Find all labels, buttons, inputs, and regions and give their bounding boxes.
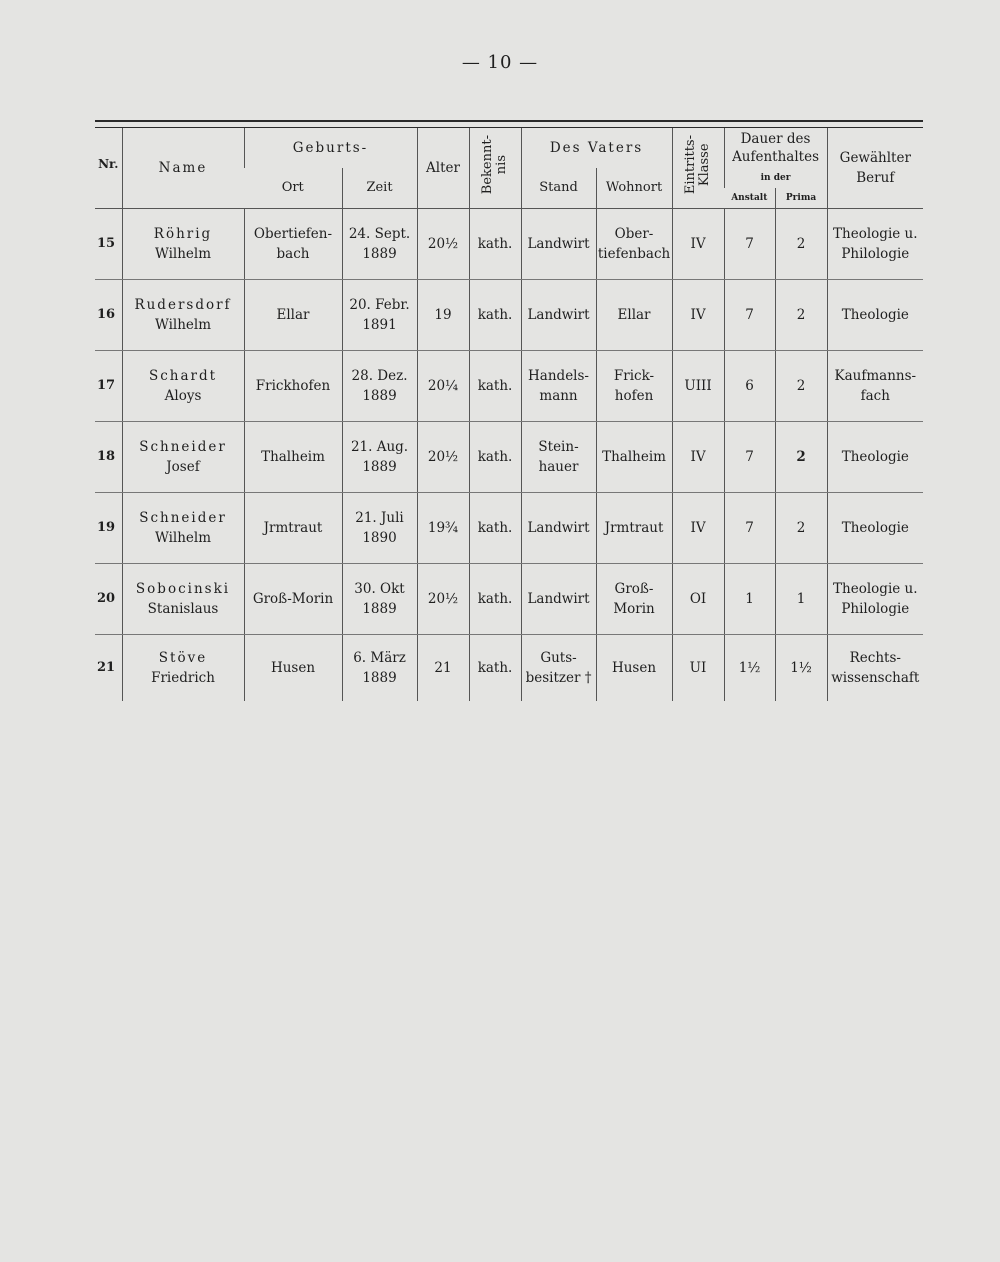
row-firstname: Wilhelm (154, 246, 212, 262)
row-nr: 20 (95, 564, 122, 635)
header-in-der: in der (724, 168, 827, 188)
header-name: Name (122, 128, 244, 209)
table-row (95, 209, 923, 280)
row-name (122, 422, 244, 493)
header-beruf-line1: Gewählter (839, 150, 911, 166)
header-zeit: Zeit (342, 168, 417, 209)
row-ort (244, 280, 342, 351)
row-beruf-line1: Theologie u. (833, 581, 918, 597)
row-surname: Rudersdorf (134, 297, 232, 313)
row-firstname: Wilhelm (154, 530, 212, 546)
row-beruf-line1: Rechts- (849, 650, 901, 666)
row-zeit-line1: 21. Aug. (350, 439, 409, 455)
row-wohnort-line1: Ellar (617, 307, 651, 323)
row-beruf-line1: Theologie (841, 449, 909, 465)
row-nr: 15 (95, 209, 122, 280)
row-zeit (342, 635, 417, 702)
row-stand (521, 351, 596, 422)
row-zeit-line2: 1891 (362, 317, 397, 333)
row-ort-line1: Groß-Morin (252, 591, 334, 607)
row-ort-line1: Obertiefen- (253, 226, 333, 242)
row-zeit (342, 564, 417, 635)
row-alter: 20½ (417, 209, 469, 280)
row-zeit-line2: 1889 (362, 459, 397, 475)
row-bekenntnis: kath. (469, 209, 521, 280)
row-bekenntnis: kath. (469, 280, 521, 351)
row-beruf-line1: Theologie (841, 520, 909, 536)
row-stand-line2: besitzer † (525, 670, 592, 686)
row-klasse: UIII (672, 351, 724, 422)
header-geburts: Geburts- (244, 128, 417, 169)
row-wohnort (596, 351, 672, 422)
table-row (95, 564, 923, 635)
row-beruf-line1: Theologie u. (833, 226, 918, 242)
row-name (122, 564, 244, 635)
row-zeit-line1: 20. Febr. (349, 297, 410, 313)
student-table-container (95, 120, 923, 701)
row-alter: 20½ (417, 564, 469, 635)
row-wohnort-line2: hofen (614, 388, 654, 404)
header-wohnort: Wohnort (596, 168, 672, 209)
row-surname: Schneider (139, 510, 227, 526)
row-nr: 19 (95, 493, 122, 564)
row-ort (244, 351, 342, 422)
header-des-vaters: Des Vaters (521, 128, 672, 169)
table-row (95, 422, 923, 493)
header-alter: Alter (417, 128, 469, 209)
row-beruf-line2: Philologie (841, 246, 910, 262)
row-stand (521, 564, 596, 635)
header-bekenntnis-line1: Bekennt- (480, 135, 496, 195)
row-stand-line1: Guts- (540, 650, 577, 666)
row-stand-line2: hauer (538, 459, 579, 475)
row-wohnort (596, 209, 672, 280)
row-zeit (342, 209, 417, 280)
row-zeit (342, 280, 417, 351)
row-alter: 19 (417, 280, 469, 351)
table-top-rule (95, 120, 923, 122)
row-firstname: Wilhelm (154, 317, 212, 333)
row-wohnort-line1: Ober- (614, 226, 654, 242)
row-surname: Schardt (148, 368, 218, 384)
table-row (95, 280, 923, 351)
row-beruf (827, 209, 923, 280)
row-ort (244, 635, 342, 702)
row-wohnort-line1: Groß- (614, 581, 654, 597)
row-zeit-line2: 1889 (362, 388, 397, 404)
row-prima: 2 (775, 493, 827, 564)
row-zeit-line2: 1889 (362, 670, 397, 686)
row-beruf (827, 280, 923, 351)
row-bekenntnis: kath. (469, 493, 521, 564)
row-ort (244, 209, 342, 280)
row-name (122, 351, 244, 422)
row-bekenntnis: kath. (469, 422, 521, 493)
row-ort (244, 493, 342, 564)
row-klasse: OI (672, 564, 724, 635)
table-row (95, 351, 923, 422)
row-wohnort-line1: Husen (611, 660, 657, 676)
row-zeit-line2: 1889 (362, 246, 397, 262)
row-firstname: Aloys (164, 388, 202, 404)
row-nr: 17 (95, 351, 122, 422)
table-row (95, 493, 923, 564)
row-beruf (827, 422, 923, 493)
row-ort-line2: bach (276, 246, 310, 262)
row-wohnort-line2: Morin (613, 601, 655, 617)
row-zeit-line1: 6. März (353, 650, 406, 666)
header-stand: Stand (521, 168, 596, 209)
row-prima: 2 (775, 209, 827, 280)
row-wohnort-line1: Frick- (613, 368, 655, 384)
row-surname: Sobocinski (135, 581, 231, 597)
table-row (95, 635, 923, 702)
row-zeit-line1: 21. Juli (355, 510, 404, 526)
row-stand-line1: Handels- (528, 368, 589, 384)
row-surname: Stöve (158, 650, 208, 666)
header-beruf-line2: Beruf (856, 170, 895, 186)
row-zeit (342, 493, 417, 564)
row-surname: Schneider (139, 439, 227, 455)
row-alter: 20¼ (417, 351, 469, 422)
row-wohnort (596, 493, 672, 564)
row-alter: 21 (417, 635, 469, 702)
row-stand (521, 493, 596, 564)
row-nr: 18 (95, 422, 122, 493)
row-alter: 19¾ (417, 493, 469, 564)
row-anstalt: 1½ (724, 635, 775, 702)
row-stand-line1: Landwirt (527, 236, 590, 252)
row-wohnort (596, 564, 672, 635)
row-name (122, 493, 244, 564)
header-prima: Prima (775, 188, 827, 209)
table-body (95, 209, 923, 702)
row-zeit-line2: 1890 (362, 530, 397, 546)
row-anstalt: 7 (724, 280, 775, 351)
row-beruf (827, 351, 923, 422)
row-firstname: Stanislaus (147, 601, 219, 617)
row-beruf (827, 493, 923, 564)
header-bekenntnis-line2: nis (494, 155, 510, 175)
row-wohnort-line1: Jrmtraut (604, 520, 664, 536)
header-dauer-line2: Aufenthaltes (732, 149, 820, 165)
row-nr: 16 (95, 280, 122, 351)
row-stand (521, 422, 596, 493)
row-prima: 1½ (775, 635, 827, 702)
row-beruf-line2: fach (860, 388, 890, 404)
row-klasse: IV (672, 209, 724, 280)
row-klasse: IV (672, 422, 724, 493)
row-klasse: IV (672, 280, 724, 351)
row-firstname: Friedrich (151, 670, 215, 686)
row-beruf-line2: wissenschaft (831, 670, 920, 686)
row-ort-line1: Ellar (276, 307, 310, 323)
row-klasse: UI (672, 635, 724, 702)
row-prima: 2 (775, 280, 827, 351)
row-stand-line1: Landwirt (527, 307, 590, 323)
header-eintritts-line1: Eintritts- (683, 135, 699, 195)
row-anstalt: 6 (724, 351, 775, 422)
row-name (122, 280, 244, 351)
student-table (95, 127, 923, 701)
row-ort-line1: Thalheim (261, 449, 325, 465)
row-bekenntnis: kath. (469, 635, 521, 702)
row-surname: Röhrig (153, 226, 213, 242)
header-dauer-line1: Dauer des (740, 131, 811, 147)
row-bekenntnis: kath. (469, 564, 521, 635)
row-zeit-line2: 1889 (362, 601, 397, 617)
row-klasse: IV (672, 493, 724, 564)
row-wohnort (596, 280, 672, 351)
row-stand (521, 635, 596, 702)
header-anstalt: Anstalt (724, 188, 775, 209)
row-stand (521, 280, 596, 351)
row-anstalt: 1 (724, 564, 775, 635)
row-wohnort-line1: Thalheim (602, 449, 666, 465)
header-eintritts-line2: Klasse (697, 143, 713, 187)
row-anstalt: 7 (724, 422, 775, 493)
row-zeit-line1: 30. Okt (354, 581, 405, 597)
table-header (95, 128, 923, 209)
row-prima: 2 (775, 351, 827, 422)
row-ort-line1: Husen (270, 660, 316, 676)
row-prima: 2 (775, 422, 827, 493)
row-nr: 21 (97, 660, 116, 675)
row-ort-line1: Frickhofen (255, 378, 331, 394)
row-stand-line1: Landwirt (527, 520, 590, 536)
header-nr: Nr. (95, 128, 122, 209)
row-anstalt: 7 (724, 493, 775, 564)
row-wohnort (596, 422, 672, 493)
header-beruf (827, 128, 923, 209)
row-wohnort-line2: tiefenbach (597, 246, 671, 262)
header-eintritts-klasse (672, 128, 724, 209)
row-beruf-line1: Theologie (841, 307, 909, 323)
row-zeit (342, 422, 417, 493)
row-ort (244, 564, 342, 635)
row-stand (521, 209, 596, 280)
row-alter: 20½ (417, 422, 469, 493)
header-dauer (724, 128, 827, 169)
row-zeit-line1: 24. Sept. (348, 226, 411, 242)
page-number: — 10 — (461, 52, 539, 73)
row-bekenntnis: kath. (469, 351, 521, 422)
row-name (122, 209, 244, 280)
row-stand-line2: mann (539, 388, 578, 404)
row-wohnort (596, 635, 672, 702)
row-stand-line1: Stein- (538, 439, 579, 455)
row-prima: 1 (775, 564, 827, 635)
header-bekenntnis (469, 128, 521, 209)
row-firstname: Josef (166, 459, 200, 475)
row-beruf-line1: Kaufmanns- (834, 368, 917, 384)
row-beruf (827, 635, 923, 702)
row-name (122, 635, 244, 702)
row-ort-line1: Jrmtraut (263, 520, 323, 536)
row-beruf-line2: Philologie (841, 601, 910, 617)
header-ort: Ort (244, 168, 342, 209)
row-ort (244, 422, 342, 493)
row-zeit (342, 351, 417, 422)
row-zeit-line1: 28. Dez. (351, 368, 408, 384)
row-stand-line1: Landwirt (527, 591, 590, 607)
row-anstalt: 7 (724, 209, 775, 280)
row-beruf (827, 564, 923, 635)
